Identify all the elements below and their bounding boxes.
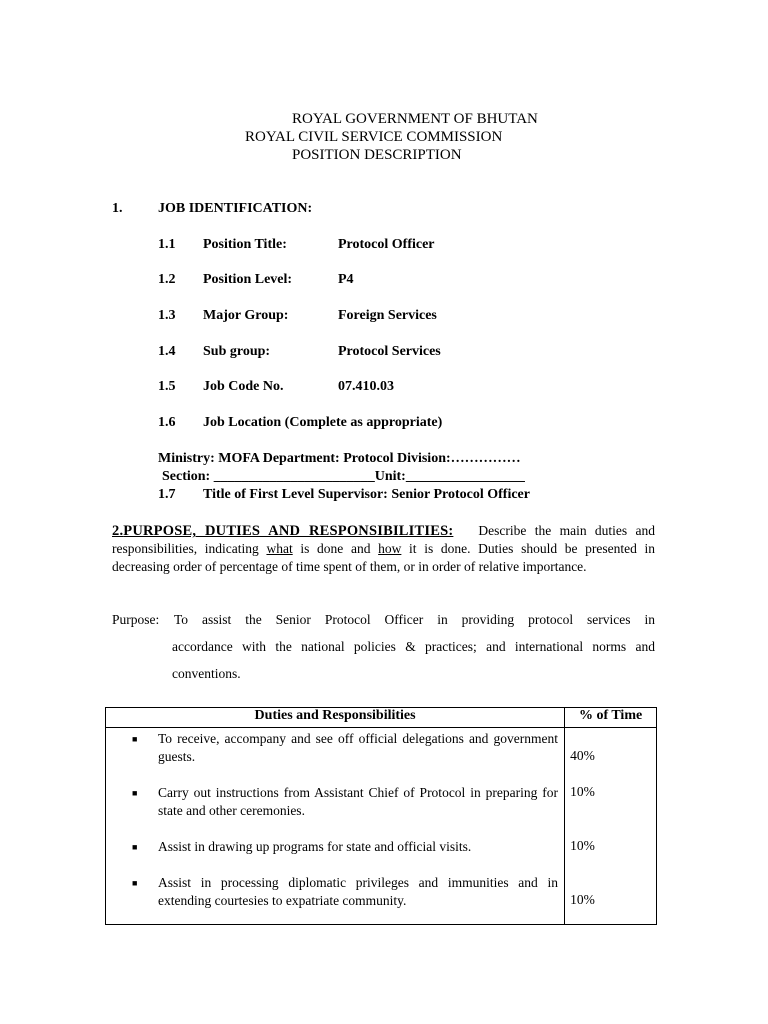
duty-text: Assist in drawing up programs for state and official visits. [158, 839, 472, 854]
section-1-title: JOB IDENTIFICATION: [158, 201, 313, 216]
duty-text: Carry out instructions from Assistant Chief of Protocol in preparing for state and other ceremonies. [158, 785, 558, 818]
item-label: Position Level: [203, 272, 293, 287]
ministry-line: Ministry: MOFA Department: Protocol Division:…………… [158, 451, 521, 466]
table-header-row [106, 708, 657, 728]
purpose-line-3: conventions. [172, 666, 241, 681]
section-2-desc-a: Describe the main duties and responsibilities, indicating [112, 523, 655, 556]
column-header-duties: Duties and Responsibilities [106, 708, 565, 728]
item-number-1-7: 1.7 [158, 487, 176, 502]
bullet-icon: ■ [132, 878, 138, 888]
column-header-time: % of Time [565, 708, 657, 728]
item-value: 07.410.03 [338, 379, 394, 394]
section-2-number: 2. [112, 523, 124, 539]
header-line-1: ROYAL GOVERNMENT OF BHUTAN [292, 111, 538, 127]
item-value: Protocol Services [338, 344, 441, 359]
duty-text: To receive, accompany and see off official delegations and government guests. [158, 731, 558, 764]
item-label: Job Code No. [203, 379, 284, 394]
item-value: Protocol Officer [338, 237, 435, 252]
purpose-line-2: accordance with the national policies & practices; and international norms and [172, 639, 655, 654]
duty-text: Assist in processing diplomatic privileges and immunities and in extending courtesies to expatriate community. [158, 875, 558, 908]
time-percent: 10% [570, 892, 595, 907]
item-value: P4 [338, 272, 354, 287]
time-percent: 10% [570, 838, 595, 853]
duties-table [105, 707, 657, 925]
item-number: 1.4 [158, 344, 176, 359]
supervisor-title: Title of First Level Supervisor: Senior Protocol Officer [203, 487, 530, 502]
bullet-icon: ■ [132, 734, 138, 744]
table-body-row [106, 728, 657, 925]
item-number: 1.1 [158, 237, 176, 252]
time-percent: 40% [570, 748, 595, 763]
bullet-icon: ■ [132, 842, 138, 852]
section-2-intro [112, 522, 655, 576]
item-number: 1.3 [158, 308, 176, 323]
item-number: 1.2 [158, 272, 176, 287]
header-line-3: POSITION DESCRIPTION [292, 147, 462, 163]
item-label: Major Group: [203, 308, 289, 323]
desc-how: how [378, 541, 402, 556]
section-2-title: PURPOSE, DUTIES AND RESPONSIBILITIES: [123, 523, 454, 539]
section-2-desc-c: it is done. Duties should be presented in decreasing order of percentage of time spent of them, or in order of relative importance. [112, 541, 656, 574]
section-unit-line: Section: _______________________Unit:_________________ [162, 469, 525, 484]
item-label: Sub group: [203, 344, 271, 359]
purpose-line-1: To assist the Senior Protocol Officer in providing protocol services in [174, 612, 655, 627]
bullet-icon: ■ [132, 788, 138, 798]
time-percent: 10% [570, 784, 595, 799]
item-number: 1.5 [158, 379, 176, 394]
header-line-2: ROYAL CIVIL SERVICE COMMISSION [245, 129, 503, 145]
time-cell [565, 728, 657, 925]
item-label: Job Location (Complete as appropriate) [203, 415, 443, 430]
section-2-desc-b: is done and [300, 541, 371, 556]
item-number: 1.6 [158, 415, 176, 430]
duties-cell [106, 728, 565, 925]
item-value: Foreign Services [338, 308, 437, 323]
desc-what: what [266, 541, 293, 556]
section-1-number: 1. [112, 201, 123, 216]
purpose-label: Purpose: [112, 612, 160, 627]
item-label: Position Title: [203, 237, 287, 252]
